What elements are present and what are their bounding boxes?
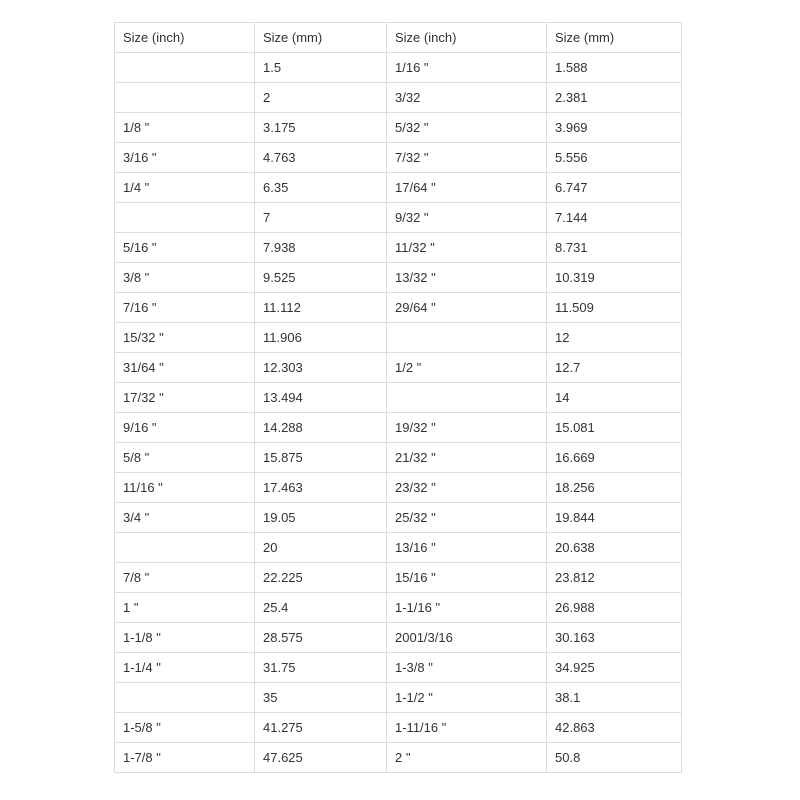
cell-size-mm-1: 1.5 <box>255 53 387 83</box>
cell-size-mm-2: 50.8 <box>547 743 682 773</box>
table-row <box>115 83 682 113</box>
cell-size-inch-2: 29/64 " <box>387 293 547 323</box>
cell-size-mm-2: 19.844 <box>547 503 682 533</box>
size-table-body <box>115 23 682 773</box>
cell-size-mm-1: 13.494 <box>255 383 387 413</box>
cell-size-mm-1: 17.463 <box>255 473 387 503</box>
cell-size-mm-2: 14 <box>547 383 682 413</box>
table-row <box>115 263 682 293</box>
cell-size-mm-1: 22.225 <box>255 563 387 593</box>
cell-size-inch-1 <box>115 83 255 113</box>
cell-size-mm-2: 20.638 <box>547 533 682 563</box>
cell-size-mm-2: 42.863 <box>547 713 682 743</box>
cell-size-mm-1: 31.75 <box>255 653 387 683</box>
cell-size-inch-2: 15/16 " <box>387 563 547 593</box>
table-row <box>115 653 682 683</box>
cell-size-inch-2 <box>387 323 547 353</box>
header-size-mm-2: Size (mm) <box>547 23 682 53</box>
cell-size-inch-1: 1-7/8 " <box>115 743 255 773</box>
cell-size-inch-2: 7/32 " <box>387 143 547 173</box>
cell-size-inch-2: 21/32 " <box>387 443 547 473</box>
cell-size-mm-1: 7.938 <box>255 233 387 263</box>
cell-size-mm-1: 7 <box>255 203 387 233</box>
table-header-row <box>115 23 682 53</box>
cell-size-inch-2: 1/16 " <box>387 53 547 83</box>
table-row <box>115 713 682 743</box>
cell-size-inch-1: 1-1/4 " <box>115 653 255 683</box>
cell-size-inch-2: 2 " <box>387 743 547 773</box>
cell-size-mm-2: 12.7 <box>547 353 682 383</box>
table-row <box>115 353 682 383</box>
cell-size-inch-2: 17/64 " <box>387 173 547 203</box>
cell-size-inch-1 <box>115 683 255 713</box>
cell-size-inch-1: 5/16 " <box>115 233 255 263</box>
cell-size-mm-2: 18.256 <box>547 473 682 503</box>
cell-size-inch-2: 1-3/8 " <box>387 653 547 683</box>
cell-size-inch-2: 9/32 " <box>387 203 547 233</box>
cell-size-mm-1: 12.303 <box>255 353 387 383</box>
cell-size-inch-1: 1-5/8 " <box>115 713 255 743</box>
cell-size-inch-2: 23/32 " <box>387 473 547 503</box>
cell-size-mm-2: 1.588 <box>547 53 682 83</box>
cell-size-mm-1: 11.112 <box>255 293 387 323</box>
cell-size-mm-1: 35 <box>255 683 387 713</box>
cell-size-inch-2: 2001/3/16 <box>387 623 547 653</box>
cell-size-mm-1: 47.625 <box>255 743 387 773</box>
cell-size-mm-2: 26.988 <box>547 593 682 623</box>
table-row <box>115 743 682 773</box>
cell-size-mm-1: 6.35 <box>255 173 387 203</box>
cell-size-mm-1: 41.275 <box>255 713 387 743</box>
table-row <box>115 443 682 473</box>
cell-size-inch-2: 5/32 " <box>387 113 547 143</box>
table-row <box>115 683 682 713</box>
cell-size-inch-2 <box>387 383 547 413</box>
cell-size-inch-2: 25/32 " <box>387 503 547 533</box>
cell-size-mm-2: 34.925 <box>547 653 682 683</box>
table-row <box>115 53 682 83</box>
cell-size-inch-1: 17/32 " <box>115 383 255 413</box>
table-row <box>115 173 682 203</box>
cell-size-inch-2: 3/32 <box>387 83 547 113</box>
cell-size-inch-1: 3/16 " <box>115 143 255 173</box>
cell-size-mm-1: 9.525 <box>255 263 387 293</box>
cell-size-mm-1: 25.4 <box>255 593 387 623</box>
table-row <box>115 473 682 503</box>
cell-size-inch-2: 1-1/2 " <box>387 683 547 713</box>
header-size-mm-1: Size (mm) <box>255 23 387 53</box>
cell-size-inch-1: 31/64 " <box>115 353 255 383</box>
cell-size-mm-2: 10.319 <box>547 263 682 293</box>
cell-size-mm-1: 3.175 <box>255 113 387 143</box>
cell-size-mm-2: 6.747 <box>547 173 682 203</box>
cell-size-inch-1: 15/32 " <box>115 323 255 353</box>
cell-size-mm-1: 28.575 <box>255 623 387 653</box>
cell-size-inch-1: 5/8 " <box>115 443 255 473</box>
cell-size-inch-2: 1-11/16 " <box>387 713 547 743</box>
table-row <box>115 383 682 413</box>
cell-size-inch-2: 1/2 " <box>387 353 547 383</box>
cell-size-inch-1: 1-1/8 " <box>115 623 255 653</box>
table-row <box>115 503 682 533</box>
cell-size-mm-2: 7.144 <box>547 203 682 233</box>
cell-size-mm-1: 19.05 <box>255 503 387 533</box>
table-row <box>115 413 682 443</box>
cell-size-mm-2: 38.1 <box>547 683 682 713</box>
table-row <box>115 533 682 563</box>
table-row <box>115 563 682 593</box>
cell-size-inch-1: 1 " <box>115 593 255 623</box>
table-row <box>115 593 682 623</box>
table-row <box>115 233 682 263</box>
cell-size-inch-2: 19/32 " <box>387 413 547 443</box>
cell-size-inch-2: 11/32 " <box>387 233 547 263</box>
cell-size-mm-1: 4.763 <box>255 143 387 173</box>
cell-size-inch-2: 13/32 " <box>387 263 547 293</box>
cell-size-mm-2: 5.556 <box>547 143 682 173</box>
cell-size-inch-1: 11/16 " <box>115 473 255 503</box>
cell-size-mm-2: 30.163 <box>547 623 682 653</box>
size-conversion-table <box>114 22 682 773</box>
cell-size-inch-1: 9/16 " <box>115 413 255 443</box>
cell-size-mm-2: 3.969 <box>547 113 682 143</box>
cell-size-inch-1: 1/8 " <box>115 113 255 143</box>
cell-size-mm-2: 12 <box>547 323 682 353</box>
header-size-inch-2: Size (inch) <box>387 23 547 53</box>
cell-size-mm-2: 16.669 <box>547 443 682 473</box>
cell-size-inch-1: 7/16 " <box>115 293 255 323</box>
cell-size-inch-1: 7/8 " <box>115 563 255 593</box>
cell-size-mm-2: 2.381 <box>547 83 682 113</box>
table-row <box>115 293 682 323</box>
cell-size-mm-2: 8.731 <box>547 233 682 263</box>
table-row <box>115 203 682 233</box>
cell-size-inch-1 <box>115 53 255 83</box>
cell-size-mm-1: 2 <box>255 83 387 113</box>
cell-size-inch-1 <box>115 203 255 233</box>
cell-size-mm-1: 11.906 <box>255 323 387 353</box>
cell-size-inch-1: 3/8 " <box>115 263 255 293</box>
table-row <box>115 323 682 353</box>
cell-size-inch-1: 3/4 " <box>115 503 255 533</box>
table-row <box>115 623 682 653</box>
cell-size-inch-1: 1/4 " <box>115 173 255 203</box>
cell-size-inch-2: 1-1/16 " <box>387 593 547 623</box>
cell-size-mm-1: 20 <box>255 533 387 563</box>
cell-size-mm-2: 11.509 <box>547 293 682 323</box>
cell-size-mm-2: 23.812 <box>547 563 682 593</box>
cell-size-inch-1 <box>115 533 255 563</box>
cell-size-mm-1: 15.875 <box>255 443 387 473</box>
cell-size-mm-1: 14.288 <box>255 413 387 443</box>
table-row <box>115 113 682 143</box>
cell-size-inch-2: 13/16 " <box>387 533 547 563</box>
table-row <box>115 143 682 173</box>
header-size-inch-1: Size (inch) <box>115 23 255 53</box>
cell-size-mm-2: 15.081 <box>547 413 682 443</box>
